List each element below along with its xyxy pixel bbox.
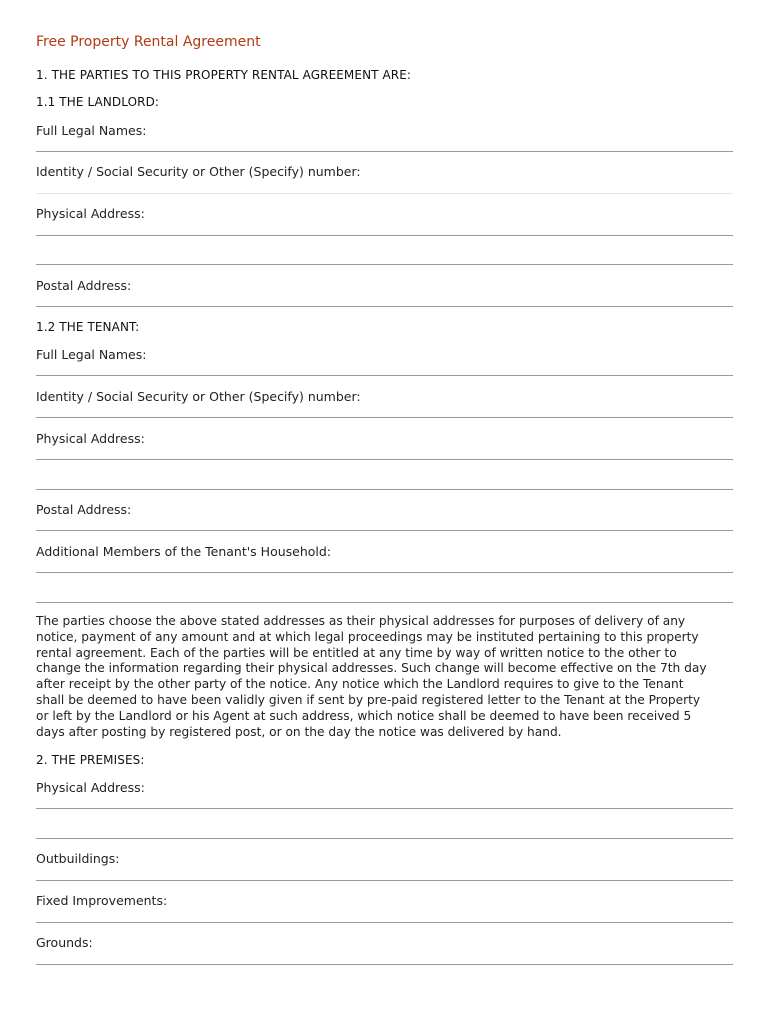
tenant-physical-address-line[interactable]: [36, 459, 733, 460]
premises-physical-address-label: Physical Address:: [36, 780, 145, 795]
landlord-full-names-line[interactable]: [36, 151, 733, 152]
tenant-physical-address-label: Physical Address:: [36, 431, 145, 446]
outbuildings-line[interactable]: [36, 880, 733, 881]
grounds-label: Grounds:: [36, 935, 93, 950]
landlord-postal-address-label: Postal Address:: [36, 278, 132, 293]
document-title: Free Property Rental Agreement: [36, 34, 261, 50]
paragraph-line: or left by the Landlord or his Agent at such address, which notice shall be deemed to have been received 5: [36, 708, 692, 723]
outbuildings-label: Outbuildings:: [36, 851, 120, 866]
rental-agreement-form: [36, 0, 733, 1024]
paragraph-line: after receipt by the other party of the notice. Any notice which the Landlord requires to give to the Tenant: [36, 677, 684, 692]
landlord-physical-address-label: Physical Address:: [36, 206, 145, 221]
tenant-identity-label: Identity / Social Security or Other (Specify) number:: [36, 389, 361, 404]
landlord-identity-line[interactable]: [36, 193, 733, 194]
fixed-improvements-label: Fixed Improvements:: [36, 893, 168, 908]
grounds-line[interactable]: [36, 964, 733, 965]
premises-physical-address-line-2[interactable]: [36, 838, 733, 839]
tenant-physical-address-line-2[interactable]: [36, 489, 733, 490]
paragraph-line: days after posting by registered post, or on the day the notice was delivered by hand.: [36, 724, 562, 739]
paragraph-line: shall be deemed to have been validly given if sent by pre-paid registered letter to the Tenant at the Property: [36, 692, 701, 707]
tenant-household-line[interactable]: [36, 572, 733, 573]
landlord-identity-label: Identity / Social Security or Other (Specify) number:: [36, 164, 361, 179]
landlord-physical-address-line[interactable]: [36, 235, 733, 236]
premises-physical-address-line[interactable]: [36, 808, 733, 809]
landlord-full-names-label: Full Legal Names:: [36, 123, 147, 138]
fixed-improvements-line[interactable]: [36, 922, 733, 923]
section-1-heading: 1. THE PARTIES TO THIS PROPERTY RENTAL AGREEMENT ARE:: [36, 68, 412, 82]
tenant-identity-line[interactable]: [36, 417, 733, 418]
tenant-postal-address-line[interactable]: [36, 530, 733, 531]
tenant-full-names-line[interactable]: [36, 375, 733, 376]
tenant-heading: 1.2 THE TENANT:: [36, 320, 140, 334]
landlord-heading: 1.1 THE LANDLORD:: [36, 95, 160, 109]
section-2-heading: 2. THE PREMISES:: [36, 753, 145, 767]
tenant-household-line-2[interactable]: [36, 602, 733, 603]
paragraph-line: change the information regarding their physical addresses. Such change will become effective on the 7th day: [36, 661, 707, 676]
tenant-postal-address-label: Postal Address:: [36, 502, 132, 517]
landlord-physical-address-line-2[interactable]: [36, 264, 733, 265]
tenant-household-label: Additional Members of the Tenant's Household:: [36, 544, 332, 559]
paragraph-line: The parties choose the above stated addresses as their physical addresses for purposes of delivery of any: [36, 614, 686, 628]
paragraph-line: rental agreement. Each of the parties will be entitled at any time by way of written notice to the other to: [36, 645, 677, 660]
paragraph-line: notice, payment of any amount and at which legal proceedings may be instituted pertaining to this property: [36, 629, 699, 644]
addresses-notice-paragraph: [36, 614, 733, 740]
landlord-postal-address-line[interactable]: [36, 306, 733, 307]
tenant-full-names-label: Full Legal Names:: [36, 347, 147, 362]
